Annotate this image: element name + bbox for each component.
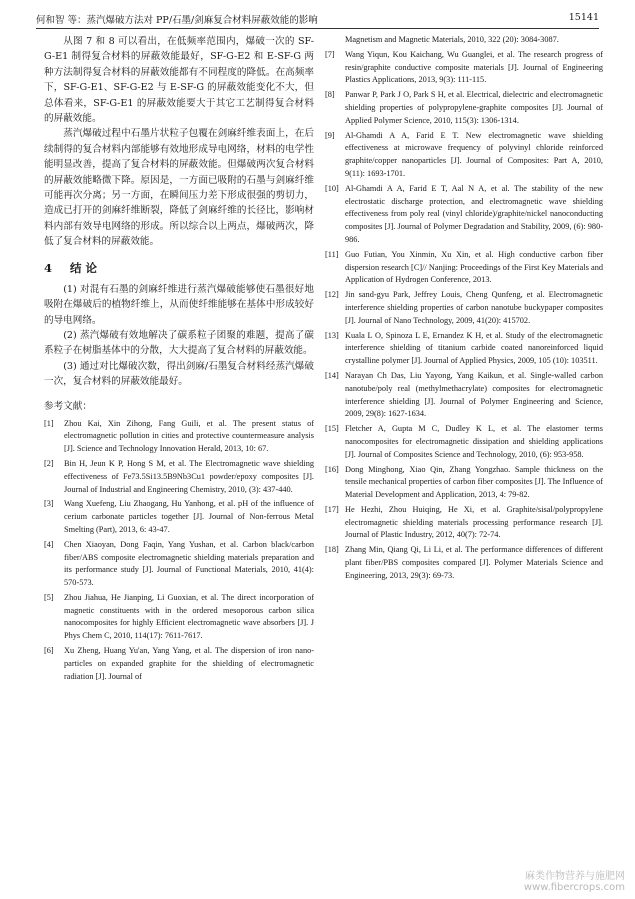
left-column	[44, 34, 314, 685]
reference-number: [11]	[325, 249, 339, 259]
reference-item	[325, 423, 603, 461]
reference-text: Bin H, Jeun K P, Hong S M, et al. The Electromagnetic wave shielding effectiveness of Fe73.5Si13.5B9Nb3Cu1 powder/epoxy composites [J]. Journal of Industrial and Engineering Chemistry, 2010, (3): 437-440.	[64, 458, 314, 494]
reference-item	[44, 592, 314, 643]
section-title: 结 论	[70, 260, 98, 275]
reference-number: [6]	[44, 646, 54, 656]
reference-item	[325, 504, 603, 542]
reference-number: [18]	[325, 545, 339, 555]
reference-item	[44, 539, 314, 590]
reference-number: [3]	[44, 499, 54, 509]
reference-item	[44, 498, 314, 536]
reference-number: [5]	[44, 592, 54, 602]
reference-text: Zhang Min, Qiang Qi, Li Li, et al. The performance differences of different plant fiber/PBS composites compared [J]. Polymer Materials Science and Engineering, 2013, 29(3): 69-73.	[345, 545, 603, 580]
reference-number: [1]	[44, 418, 54, 428]
reference-item	[44, 418, 314, 456]
reference-text: Narayan Ch Das, Liu Yayong, Yang Kaikun, et al. Single-walled carbon nanotube/poly real (methylmethacrylate) composites for electromagnetic interference shielding [J]. Journal of Polymer Engineering and Science, 2009, 29(8): 1627-1634.	[345, 370, 603, 419]
reference-text: Zhou Kai, Xin Zihong, Fang Guili, et al. The present status of electromagnetic pollution in cities and protective countermeasure analysis [J]. Science and Technology Innovation Herald, 2013, 10: 67.	[64, 418, 314, 454]
reference-item	[325, 249, 603, 287]
reference-text: Xu Zheng, Huang Yu'an, Yang Yang, et al. The dispersion of iron nano-particles on expanded graphite for the shielding of electromagnetic radiation [J]. Journal of	[64, 646, 314, 681]
conclusion-2: (2) 蒸汽爆破有效地解决了碳系粒子团聚的难题，提高了碳系粒子在树脂基体中的分散，大大提高了复合材料的屏蔽效能。	[44, 329, 314, 357]
reference-text: Guo Futian, You Xinmin, Xu Xin, et al. High conductive carbon fiber dispersion research [C]// Nanjing: Proceedings of the First Key Materials and Application of Hydrogen Conference, 2013.	[345, 249, 603, 285]
reference-item	[325, 183, 603, 247]
reference-continuation	[325, 34, 603, 47]
running-header	[36, 10, 599, 29]
reference-item	[325, 464, 603, 502]
reference-item	[325, 89, 603, 127]
reference-number: [7]	[325, 49, 335, 59]
reference-text: Magnetism and Magnetic Materials, 2010, 322 (20): 3084-3087.	[345, 35, 559, 44]
conclusion-1: (1) 对混有石墨的剑麻纤维进行蒸汽爆破能够使石墨很好地吸附在爆破后的植物纤维上，从而使纤维能够在基体中形成较好的导电网络。	[44, 283, 314, 326]
reference-text: Wang Xuefeng, Liu Zhaogang, Hu Yanhong, et al. pH of the influence of cerium carbonate particles together [J]. Journal of Non-ferrous Metal Smelting (Part), 2013, 6: 43-47.	[64, 499, 314, 534]
watermark	[524, 867, 625, 893]
reference-number: [8]	[325, 90, 335, 100]
section-number: 4	[44, 260, 53, 275]
section-heading	[44, 260, 314, 276]
reference-number: [13]	[325, 330, 339, 340]
results-paragraph-1: 从图 7 和 8 可以看出，在低频率范围内，爆破一次的 SF-G-E1 制得复合材料的屏蔽效能最好，SF-G-E2 和 E-SF-G 两种方法制得复合材料的屏蔽效能都有不同程度的降低。在高频率下，SF-G-E1、SF-G-E2 与 E-SF-G 的屏蔽效能变化不大，但总体看来，SF-G-E1 的屏蔽效能要大于其它工艺制得复合材料的屏蔽效能。	[44, 36, 314, 125]
reference-item	[44, 458, 314, 496]
right-column	[325, 34, 603, 585]
reference-number: [17]	[325, 504, 339, 514]
reference-text: Chen Xiaoyan, Dong Faqin, Yang Yushan, et al. Carbon black/carbon fiber/ABS composite electromagnetic shielding materials preparation and its performance study [J]. Journal of Functional Materials, 2010, 41(4): 570-573.	[64, 539, 314, 588]
reference-text: Al-Ghamdi A A, Farid E T. New electromagnetic wave shielding effectiveness at microwave frequency of polyvinyl chloride reinforced graphite/copper nanoparticles [J]. Journal of Composites: Part A, 2010, 9(11): 1693-1701.	[345, 130, 603, 178]
reference-item	[325, 370, 603, 421]
reference-text: He Hezhi, Zhou Huiqing, He Xi, et al. Graphite/sisal/polypropylene electromagnetic shielding materials processing performance research [J]. Journal of Plastic Industry, 2012, 40(7): 72-74.	[345, 504, 603, 540]
reference-number: [4]	[44, 539, 54, 549]
reference-text: Al-Ghamdi A A, Farid E T, Aal N A, et al. The stability of the new electrostatic discharge protection, and electromagnetic wave shielding effectiveness from poly real (vinyl chloride)/graphite/nickel nanoconducting composites [J]. Journal of Polymer Degradation and Stability, 2009, (6): 980-986.	[345, 183, 603, 244]
reference-text: Kuala L O, Spinoza L E, Ernandez K H, et al. Study of the electromagnetic interference shielding of titanium carbide coated nanoreinforced liquid crystalline polymer [J]. Journal of Applied Physics, 2009, 105 (10): 103511.	[345, 330, 603, 366]
conclusion-3: (3) 通过对比爆破次数，得出剑麻/石墨复合材料经蒸汽爆破一次，复合材料的屏蔽效能最好。	[44, 360, 314, 388]
references-heading: 参考文献：	[44, 400, 92, 412]
reference-text: Wang Yiqun, Kou Kaichang, Wu Guanglei, et al. The research progress of resin/graphite conductive composite materials [J]. Journal of Engineering Plastics Applications, 2013, 9(3): 111-115.	[345, 49, 603, 85]
reference-number: [12]	[325, 290, 339, 300]
reference-number: [16]	[325, 464, 339, 474]
reference-number: [15]	[325, 424, 339, 434]
results-paragraph-2: 蒸汽爆破过程中石墨片状粒子包覆在剑麻纤维表面上，在后续制得的复合材料内部能够有效地形成导电网络，材料的电学性能明显改善，提高了复合材料的屏蔽效能。但爆破两次复合材料的屏蔽效能略微下降。原因是，一方面已吸附的石墨与剑麻纤维可能再次分离；另一方面，在瞬间压力差下形成很强的剪切力，造成已打开的剑麻纤维断裂，降低了剑麻纤维的长径比，影响材料内部有效导电网络的形成。所以综合以上两点，爆破两次，降低了复合材料的屏蔽效能。	[44, 128, 314, 248]
reference-text: Fletcher A, Gupta M C, Dudley K L, et al. The elastomer terms nanocomposites for electromagnetic dissipation and shielding applications [J]. Journal of Composites Science and Technology, 2010, (6): 953-958.	[345, 424, 603, 459]
reference-item	[44, 645, 314, 683]
reference-text: Dong Minghong, Xiao Qin, Zhang Yongzhao. Sample thickness on the tensile mechanical properties of carbon fiber composites [J]. The Influence of Material Development and Application, 2013, 4: 79-82.	[345, 464, 603, 500]
reference-text: Zhou Jiahua, He Jianping, Li Guoxian, et al. The direct incorporation of magnetic constituents with in the ordered mesoporous carbon silica nanocomposites for highly Efficient electromagnetic wave absorbers [J]. J Phys Chem C, 2010, 114(17): 7611-7617.	[64, 592, 314, 641]
header-title: 何和智 等：蒸汽爆破方法对 PP/石墨/剑麻复合材料屏蔽效能的影响	[36, 15, 318, 26]
reference-number: [2]	[44, 458, 54, 468]
reference-number: [9]	[325, 130, 335, 140]
reference-item	[325, 289, 603, 327]
reference-item	[325, 49, 603, 87]
reference-item	[325, 544, 603, 582]
watermark-site-name: 麻类作物营养与施肥网	[525, 871, 625, 882]
reference-item	[325, 330, 603, 368]
reference-item	[325, 130, 603, 181]
watermark-url: www.fibercrops.com	[523, 882, 625, 893]
reference-number: [14]	[325, 370, 339, 380]
reference-number: [10]	[325, 183, 339, 193]
reference-text: Jin sand-gyu Park, Jeffrey Louis, Cheng Qunfeng, et al. Electromagnetic interference shielding properties of carbon nanotube buckypaper composites [J]. Journal of Nano Technology, 2009, 41(20): 415702.	[345, 290, 603, 325]
reference-text: Panwar P, Park J O, Park S H, et al. Electrical, dielectric and electromagnetic shielding properties of polypropylene-graphite composites [J]. Journal of Applied Polymer Science, 2010, 115(3): 1306-1314.	[345, 90, 603, 125]
page-number: 15141	[568, 12, 599, 23]
